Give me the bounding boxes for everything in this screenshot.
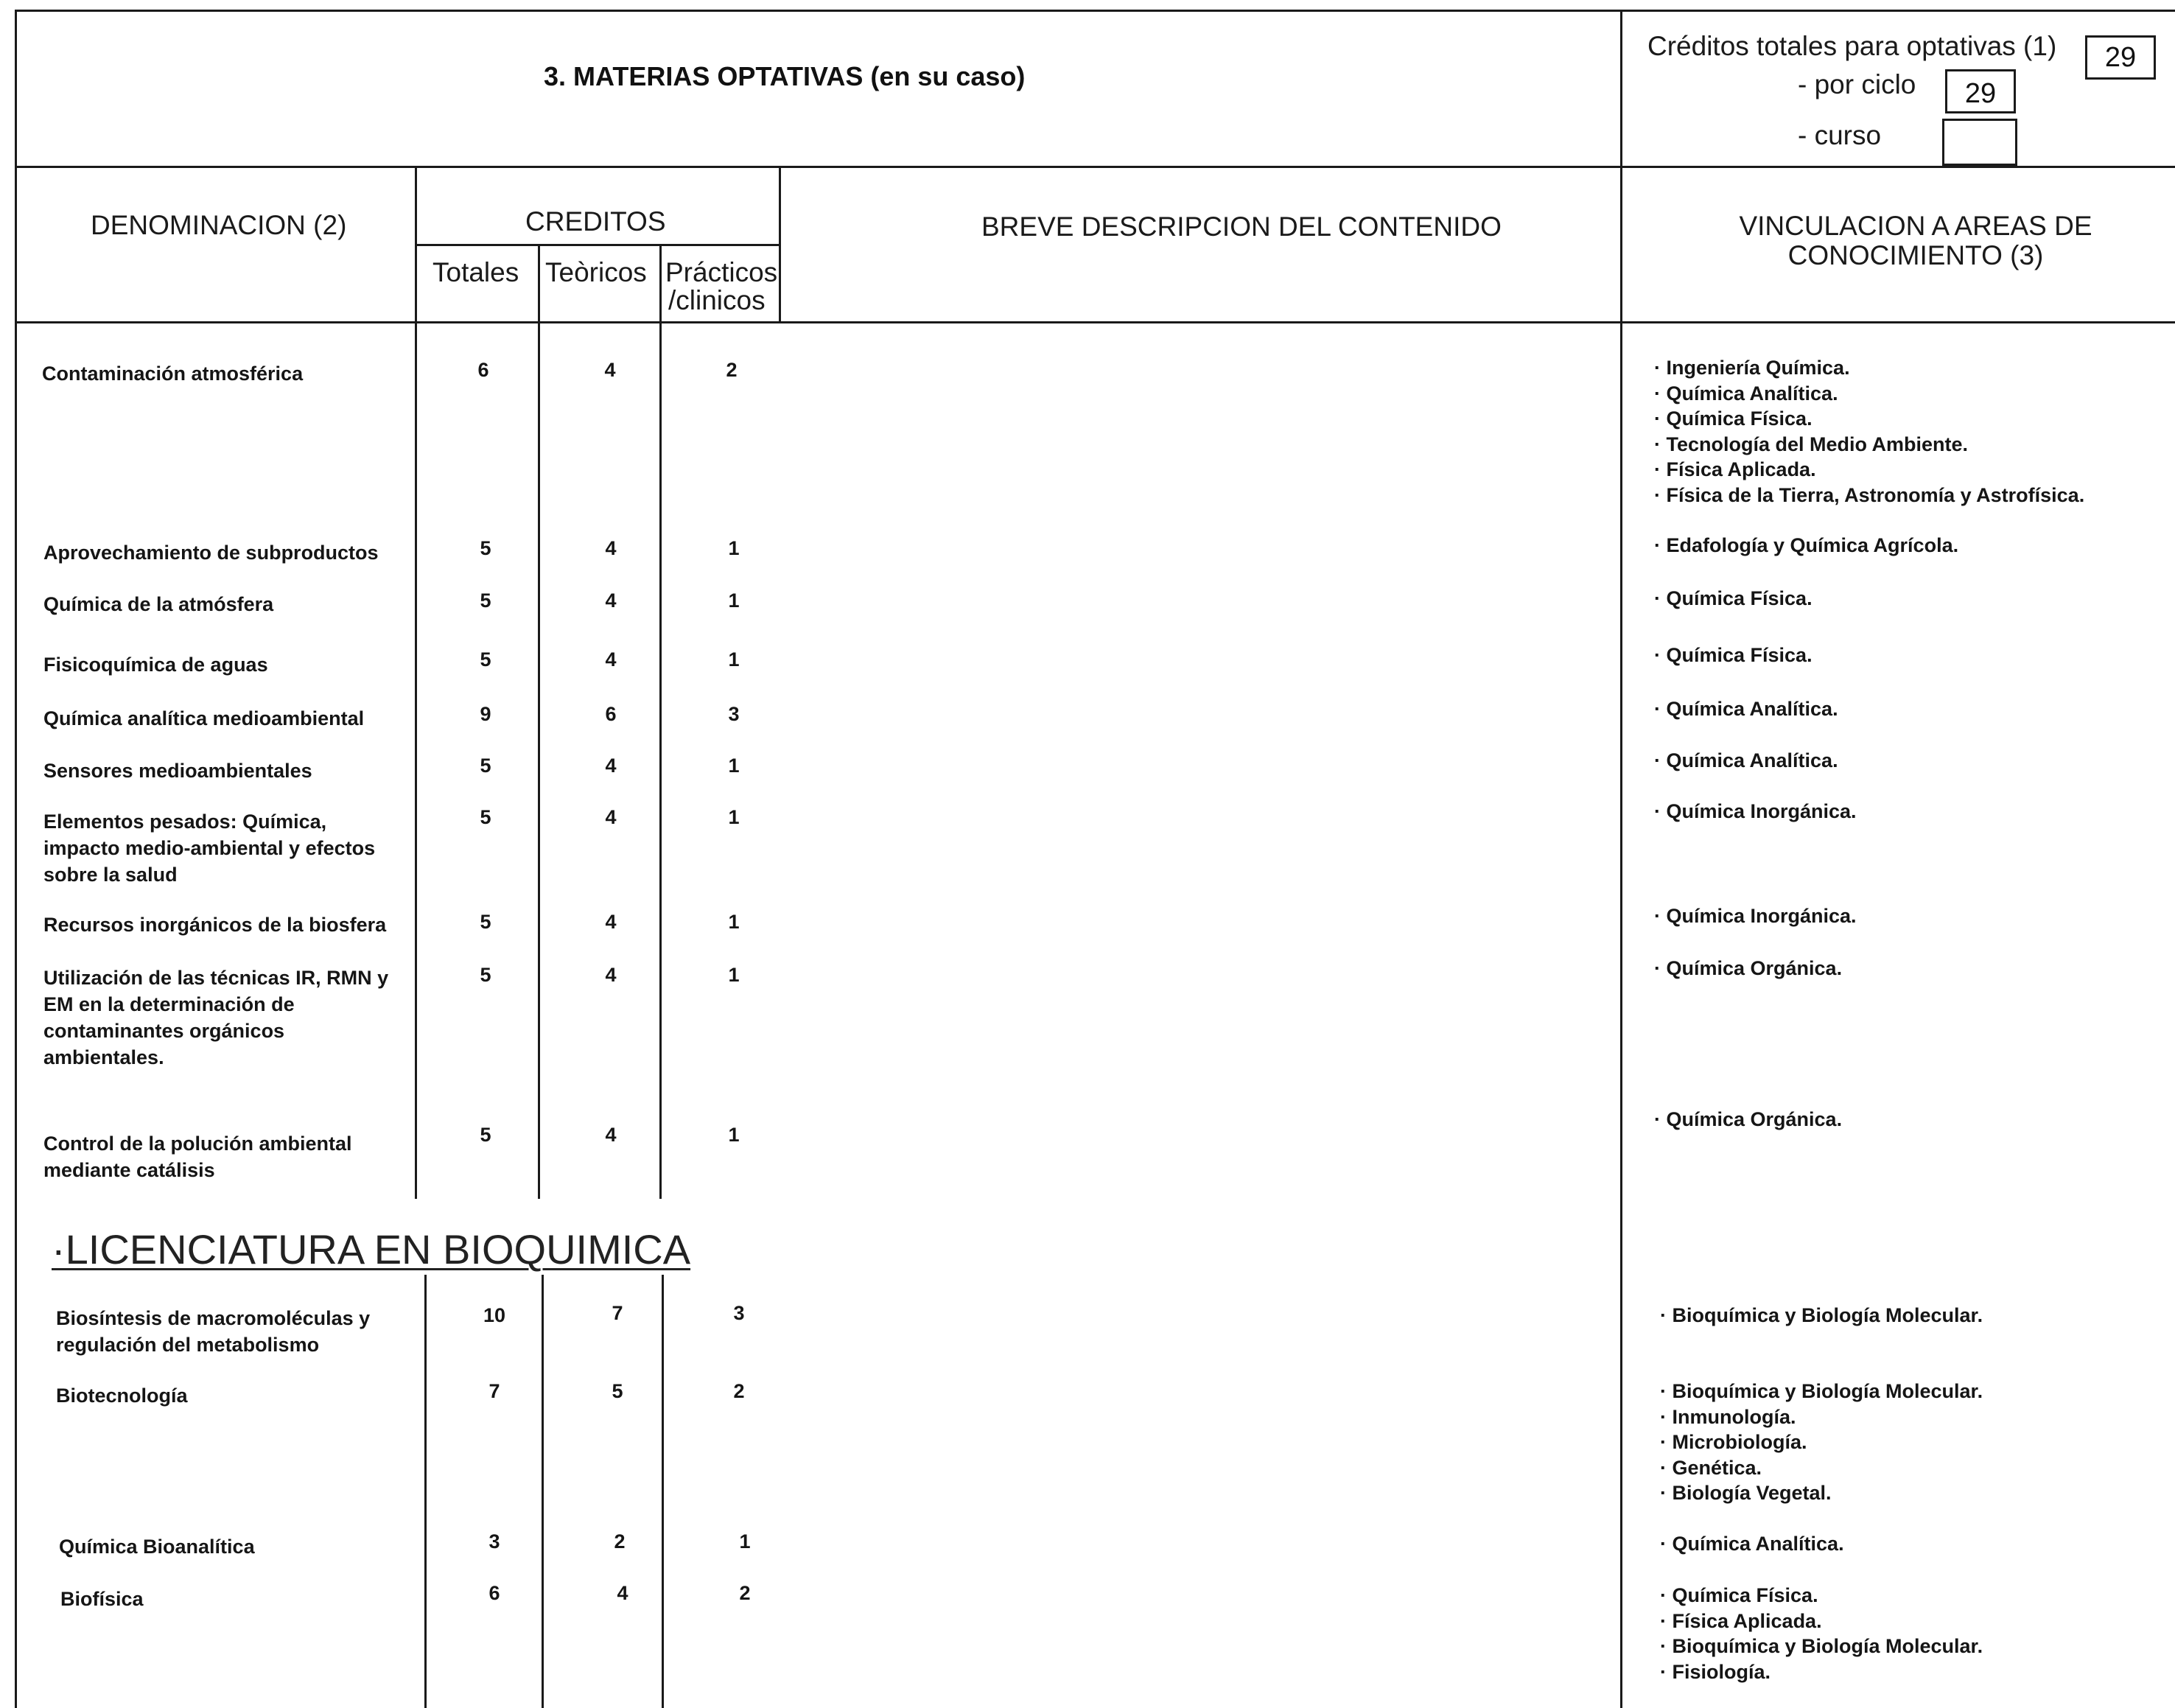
table-row-totales: 5 <box>480 648 491 671</box>
creditos-totales-label: Créditos totales para optativas (1) <box>1647 31 2057 61</box>
table-row-practicos: 1 <box>728 537 740 559</box>
table-row-teoricos: 4 <box>605 589 617 612</box>
col-divider-totales <box>538 244 540 1199</box>
table-row-teoricos: 7 <box>612 1302 623 1324</box>
table-row-name: Aprovechamiento de subproductos <box>43 542 379 564</box>
table-row-name: Química de la atmósfera <box>43 593 274 615</box>
table-row-totales: 5 <box>480 806 491 828</box>
col-header-teoricos: Teòricos <box>545 257 647 287</box>
table-row-practicos: 3 <box>733 1302 745 1324</box>
area-item: · Inmunología. <box>1660 1405 1796 1428</box>
table-row-totales: 9 <box>480 703 491 725</box>
table-row-areas <box>1654 799 1857 825</box>
table-row-totales: 5 <box>480 755 491 777</box>
table-row-name: Elementos pesados: Química, impacto medio-ambiental y efectos sobre la salud <box>43 811 376 886</box>
table-row-areas <box>1660 1379 1983 1506</box>
table-row-totales: 5 <box>480 964 491 986</box>
section-heading: ·LICENCIATURA EN BIOQUIMICA <box>52 1226 691 1273</box>
table-row-practicos: 2 <box>739 1582 751 1604</box>
table-row-practicos: 1 <box>728 1124 740 1146</box>
table-row-teoricos: 2 <box>614 1530 626 1553</box>
table-row-totales: 5 <box>480 1124 491 1146</box>
area-item: · Genética. <box>1660 1456 1762 1479</box>
area-item: · Bioquímica y Biología Molecular. <box>1660 1304 1983 1326</box>
column-header-bottom <box>15 321 2175 323</box>
table-row-totales: 6 <box>488 1582 500 1604</box>
table-row-practicos: 1 <box>728 648 740 671</box>
col-divider-denominacion-lower <box>424 1275 427 1708</box>
area-item: · Física Aplicada. <box>1660 1609 1822 1632</box>
curso-label: - curso <box>1798 120 1882 150</box>
table-row-name: Química Bioanalítica <box>59 1536 255 1558</box>
table-row-areas <box>1654 533 1958 559</box>
table-row-practicos: 1 <box>728 589 740 612</box>
table-row-practicos: 1 <box>728 911 740 933</box>
table-row-areas <box>1654 696 1838 722</box>
area-item: · Física de la Tierra, Astronomía y Astrofísica. <box>1654 483 2085 506</box>
por-ciclo-label: - por ciclo <box>1798 69 1916 99</box>
table-row-name: Fisicoquímica de aguas <box>43 654 268 676</box>
table-row-name: Utilización de las técnicas IR, RMN y EM en la determinación de contaminantes orgánicos ambientales. <box>43 967 389 1068</box>
table-row-teoricos: 4 <box>605 911 617 933</box>
table-row-totales: 3 <box>488 1530 500 1553</box>
col-header-practicos: Prácticos <box>665 257 778 287</box>
table-row-areas <box>1654 1107 1842 1133</box>
area-item: · Química Física. <box>1654 644 1812 666</box>
table-row-practicos: 2 <box>726 359 738 381</box>
area-item: · Edafología y Química Agrícola. <box>1654 534 1959 556</box>
table-row-teoricos: 4 <box>617 1582 628 1604</box>
table-row-areas <box>1660 1583 1983 1684</box>
table-row-practicos: 2 <box>733 1380 745 1402</box>
table-row-teoricos: 4 <box>605 1124 617 1146</box>
col-header-totales: Totales <box>432 257 519 287</box>
table-row-areas <box>1654 643 1812 668</box>
area-item: · Química Física. <box>1660 1584 1818 1606</box>
area-item: · Bioquímica y Biología Molecular. <box>1660 1635 1983 1657</box>
table-row-name: Sensores medioambientales <box>43 760 312 782</box>
area-item: · Química Orgánica. <box>1654 957 1843 979</box>
area-item: · Química Inorgánica. <box>1654 800 1857 822</box>
creditos-divider <box>415 244 780 246</box>
area-item: · Química Orgánica. <box>1654 1108 1843 1130</box>
table-row-name: Recursos inorgánicos de la biosfera <box>43 914 387 936</box>
table-row-areas <box>1654 956 1842 981</box>
table-row-practicos: 3 <box>728 703 740 725</box>
table-row-totales: 5 <box>480 911 491 933</box>
col-divider-teoricos <box>659 244 662 1199</box>
table-row-teoricos: 4 <box>604 359 616 381</box>
col-header-vinculacion-line2: CONOCIMIENTO (3) <box>1787 240 2044 270</box>
area-item: · Biología Vegetal. <box>1660 1482 1832 1504</box>
table-row-areas <box>1660 1531 1844 1557</box>
area-item: · Química Analítica. <box>1660 1533 1844 1555</box>
table-row-name: Biofísica <box>60 1588 144 1610</box>
area-item: · Tecnología del Medio Ambiente. <box>1654 433 1969 455</box>
page-title: 3. MATERIAS OPTATIVAS (en su caso) <box>544 61 1026 91</box>
table-row-totales: 7 <box>488 1380 500 1402</box>
table-row-areas <box>1654 748 1838 774</box>
table-row-areas <box>1660 1303 1983 1329</box>
top-border <box>15 10 2175 12</box>
col-divider-practicos <box>779 166 781 321</box>
table-row-totales: 5 <box>480 537 491 559</box>
table-row-teoricos: 4 <box>605 806 617 828</box>
col-header-clinicos: /clinicos <box>668 285 766 315</box>
table-row-totales: 5 <box>480 589 491 612</box>
table-row-name: Control de la polución ambiental mediante catálisis <box>43 1133 352 1181</box>
table-row-teoricos: 4 <box>605 755 617 777</box>
area-item: · Química Analítica. <box>1654 749 1838 771</box>
area-item: · Fisiología. <box>1660 1660 1771 1683</box>
table-row-name: Contaminación atmosférica <box>42 363 304 385</box>
area-item: · Química Física. <box>1654 587 1812 609</box>
table-row-teoricos: 6 <box>605 703 617 725</box>
table-row-practicos: 1 <box>728 755 740 777</box>
table-row-areas <box>1654 903 1857 929</box>
area-item: · Ingeniería Química. <box>1654 357 1850 379</box>
header-divider <box>15 166 2175 168</box>
col-header-creditos: CREDITOS <box>525 206 666 237</box>
table-row-name: Biotecnología <box>56 1385 188 1407</box>
curso-box <box>1942 119 2017 166</box>
col-divider-teoricos-lower <box>662 1275 664 1708</box>
table-row-practicos: 1 <box>728 964 740 986</box>
creditos-totales-box: 29 <box>2085 35 2156 80</box>
table-row-areas <box>1654 586 1812 612</box>
area-item: · Química Analítica. <box>1654 698 1838 720</box>
table-row-practicos: 1 <box>739 1530 751 1553</box>
table-row-practicos: 1 <box>728 806 740 828</box>
por-ciclo-box: 29 <box>1945 69 2016 113</box>
col-header-vinculacion-line1: VINCULACION A AREAS DE <box>1739 211 2092 241</box>
col-header-vinculacion <box>1658 211 2174 270</box>
table-row-teoricos: 5 <box>612 1380 623 1402</box>
col-divider-descripcion <box>1620 10 1622 1708</box>
table-row-areas <box>1654 355 2084 508</box>
table-row-teoricos: 4 <box>605 648 617 671</box>
table-row-totales: 6 <box>477 359 489 381</box>
area-item: · Bioquímica y Biología Molecular. <box>1660 1380 1983 1402</box>
table-row-name: Biosíntesis de macromoléculas y regulación del metabolismo <box>56 1307 371 1356</box>
col-header-descripcion: BREVE DESCRIPCION DEL CONTENIDO <box>981 211 1502 242</box>
table-row-name: Química analítica medioambiental <box>43 707 365 729</box>
table-row-teoricos: 4 <box>605 964 617 986</box>
col-header-denominacion: DENOMINACION (2) <box>91 210 347 240</box>
area-item: · Química Analítica. <box>1654 382 1838 405</box>
left-border <box>15 10 17 1708</box>
area-item: · Física Aplicada. <box>1654 458 1816 480</box>
table-row-teoricos: 4 <box>605 537 617 559</box>
area-item: · Química Inorgánica. <box>1654 905 1857 927</box>
col-divider-denominacion <box>415 166 417 1199</box>
col-divider-totales-lower <box>542 1275 544 1708</box>
table-row-totales: 10 <box>483 1304 506 1326</box>
area-item: · Química Física. <box>1654 407 1812 430</box>
area-item: · Microbiología. <box>1660 1431 1807 1453</box>
